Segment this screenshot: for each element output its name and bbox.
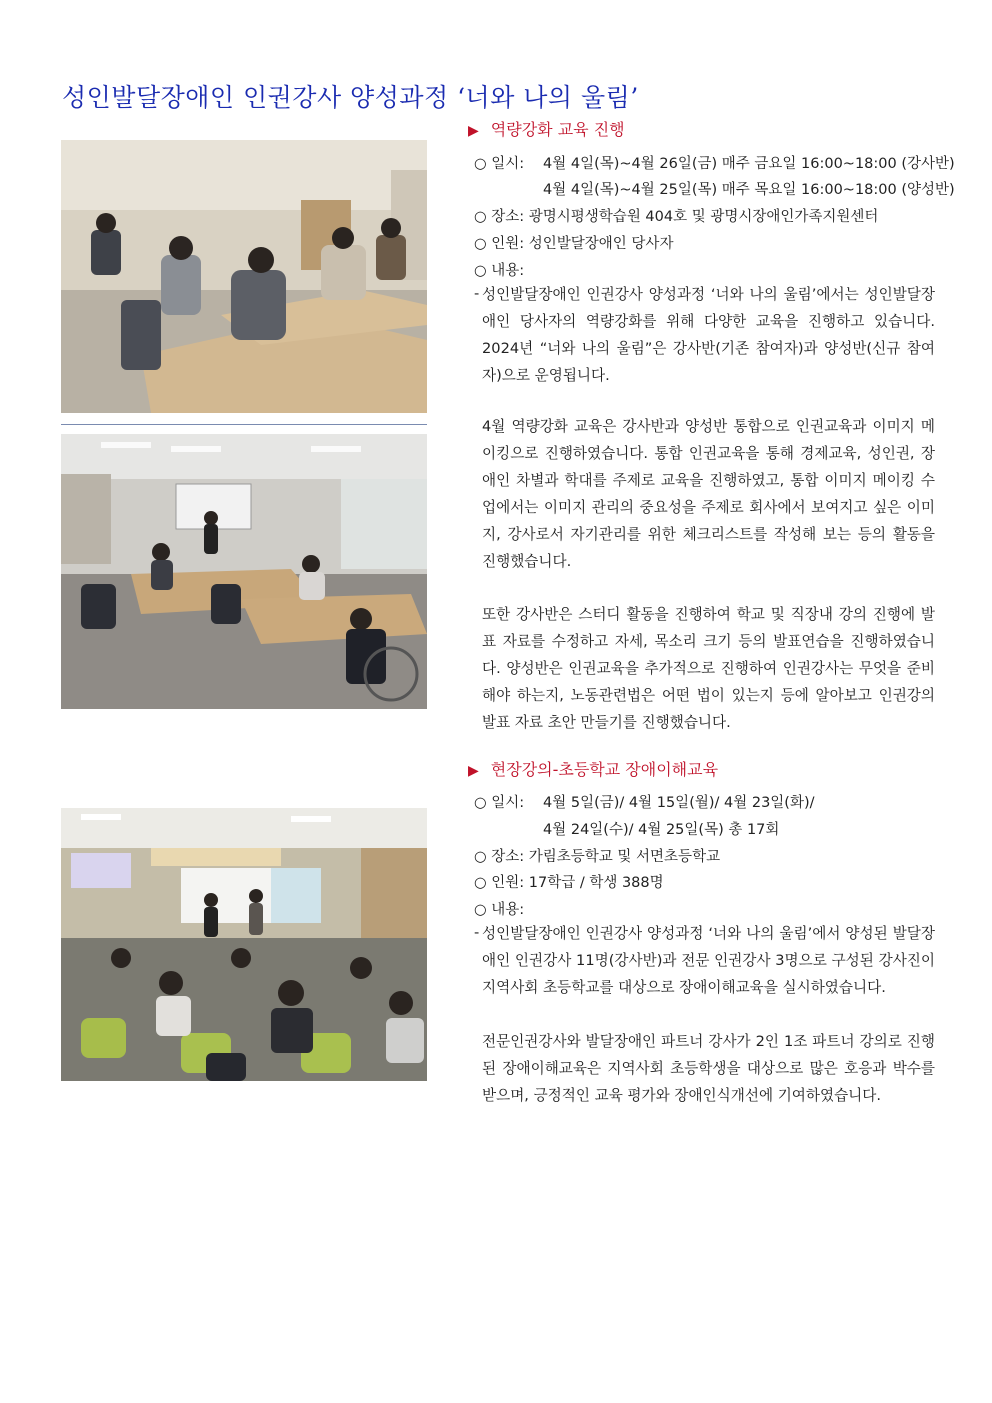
- photo-lecture-room: [61, 434, 427, 709]
- section1-paragraph-1: 성인발달장애인 인권강사 양성과정 ‘너와 나의 울림’에서는 성인발달장애인 당사자의 역량강화를 위해 다양한 교육을 진행하고 있습니다. 2024년 “너와 나의 울림”은 강사반(기존 참여자)과 양성반(신규 참여자)으로 운영됩니다.: [482, 286, 935, 384]
- page-title: 성인발달장애인 인권강사 양성과정 ‘너와 나의 울림’: [62, 83, 639, 112]
- triangle-marker-icon: ▶: [468, 763, 479, 779]
- triangle-marker-icon: ▶: [468, 123, 479, 139]
- date-line-2: 4월 24일(수)/ 4월 25일(목) 총 17회: [543, 822, 780, 838]
- date-line-2: 4월 4일(목)~4월 25일(목) 매주 목요일 16:00~18:00 (양성반): [543, 182, 955, 198]
- dash-marker: -: [474, 285, 480, 302]
- people-line: ○ 인원: 17학급 / 학생 388명: [474, 875, 664, 891]
- photo-elementary-class: [61, 808, 427, 1081]
- section-heading-capacity: [468, 117, 625, 140]
- divider: [61, 424, 427, 425]
- photo-classroom-training: [61, 140, 427, 413]
- date-line-1: 4월 4일(목)~4월 26일(금) 매주 금요일 16:00~18:00 (강사반): [543, 156, 955, 172]
- section-heading-label: 현장강의-초등학교 장애이해교육: [490, 760, 719, 779]
- dash-marker: -: [474, 924, 480, 941]
- date-line-1: 4월 5일(금)/ 4월 15일(월)/ 4월 23일(화)/: [543, 795, 815, 811]
- section-heading-label: 역량강화 교육 진행: [490, 120, 625, 139]
- section1-paragraph-3: 또한 강사반은 스터디 활동을 진행하여 학교 및 직장내 강의 진행에 발표 자료를 수정하고 자세, 목소리 크기 등의 발표연습을 진행하였습니다. 양성반은 인권교육을 추가적으로 진행하여 인권강사는 무엇을 준비해야 하는지, 노동관련법은 어떤 법이 있는지 등에 알아보고 인권강의 발표 자료 초안 만들기를 진행했습니다.: [482, 606, 935, 731]
- content-label: ○ 내용:: [474, 902, 525, 918]
- date-label: ○ 일시:: [474, 795, 525, 811]
- content-label: ○ 내용:: [474, 263, 525, 279]
- people-line: ○ 인원: 성인발달장애인 당사자: [474, 236, 674, 252]
- place-line: ○ 장소: 광명시평생학습원 404호 및 광명시장애인가족지원센터: [474, 209, 879, 225]
- section2-paragraph-2: 전문인권강사와 발달장애인 파트너 강사가 2인 1조 파트너 강의로 진행된 장애이해교육은 지역사회 초등학생을 대상으로 많은 호응과 박수를 받으며, 긍정적인 교육 평가와 장애인식개선에 기여하였습니다.: [482, 1033, 935, 1104]
- section-heading-field-lecture: [468, 757, 718, 780]
- date-label: ○ 일시:: [474, 156, 525, 172]
- section1-paragraph-2: 4월 역량강화 교육은 강사반과 양성반 통합으로 인권교육과 이미지 메이킹으로 진행하였습니다. 통합 인권교육을 통해 경제교육, 성인권, 장애인 차별과 학대를 주제로 교육을 진행하였고, 통합 이미지 메이킹 수업에서는 이미지 관리의 중요성을 주제로 회사에서 보여지고 싶은 이미지, 강사로서 자기관리를 위한 체크리스트를 작성해 보는 등의 활동을 진행했습니다.: [482, 418, 935, 570]
- place-line: ○ 장소: 가림초등학교 및 서면초등학교: [474, 849, 721, 865]
- section2-paragraph-1: 성인발달장애인 인권강사 양성과정 ‘너와 나의 울림’에서 양성된 발달장애인 인권강사 11명(강사반)과 전문 인권강사 3명으로 구성된 강사진이 지역사회 초등학교를 대상으로 장애이해교육을 실시하였습니다.: [482, 925, 935, 996]
